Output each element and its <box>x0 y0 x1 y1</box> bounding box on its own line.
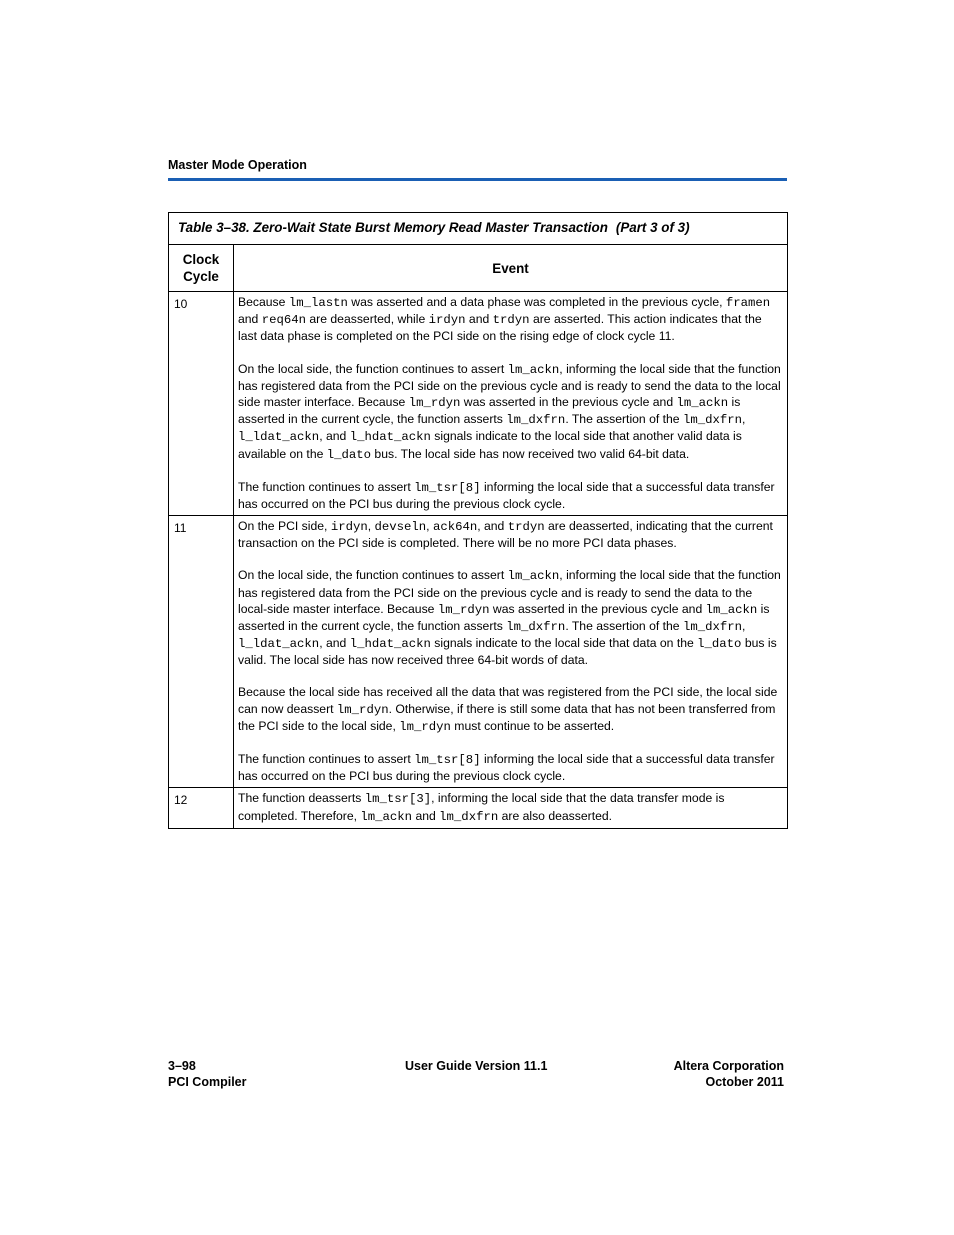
signal-name: l_hdat_ackn <box>349 637 431 652</box>
signal-name: l_dato <box>697 637 742 652</box>
table-caption-part: (Part 3 of 3) <box>615 220 690 236</box>
event-text: must continue to be asserted. <box>450 718 615 733</box>
event-text: , <box>742 618 746 633</box>
event-paragraph <box>238 684 782 735</box>
event-text: On the local side, the function continues to assert <box>238 361 508 376</box>
signal-name: trdyn <box>492 313 530 328</box>
event-text: , informing the local side that the function has registered data from the PCI side on the previous cycle and is ready to send the data to the local-side master interface. Because <box>238 568 781 616</box>
table-body <box>169 292 788 829</box>
signal-name: framen <box>725 296 771 310</box>
event-text: The function deasserts <box>238 791 365 806</box>
event-paragraph <box>238 361 782 463</box>
table-caption <box>169 213 788 245</box>
clock-cycle-cell: 12 <box>169 788 234 828</box>
event-paragraph <box>238 479 782 512</box>
event-text: , <box>742 412 746 427</box>
guide-version: User Guide Version 11.1 <box>405 1059 548 1073</box>
footer-left <box>168 1059 247 1090</box>
signal-name: lm_rdyn <box>437 602 490 617</box>
table-caption-title: Table 3–38. Zero-Wait State Burst Memory Read Master Transaction <box>178 220 608 236</box>
event-text: was asserted in the previous cycle and <box>460 394 677 409</box>
event-text: , and <box>319 636 350 651</box>
running-header-title: Master Mode Operation <box>168 158 307 172</box>
event-cell <box>234 516 788 788</box>
event-text: are also deasserted. <box>498 808 613 823</box>
column-header-clock-cycle <box>169 245 234 292</box>
signal-name: lm_ackn <box>705 602 758 617</box>
event-text: . Otherwise, if there is still some data that has not been transferred from the PCI side to the local side, <box>238 701 776 733</box>
company-name: Altera Corporation <box>673 1059 784 1073</box>
event-text: was asserted in the previous cycle and <box>489 601 706 616</box>
event-paragraph <box>238 294 782 345</box>
signal-name: lm_tsr[3] <box>364 792 432 807</box>
signal-name: devseln <box>374 520 427 535</box>
signal-name: lm_dxfrn <box>506 619 566 634</box>
signal-name: trdyn <box>507 520 545 535</box>
column-header-event: Event <box>234 245 788 292</box>
signal-name: lm_ackn <box>676 395 729 410</box>
event-text: informing the local side that a successful data transfer has occurred on the PCI bus during the previous clock cycle. <box>238 479 775 511</box>
page-number: 3–98 <box>168 1059 196 1073</box>
signal-name: lm_ackn <box>507 362 560 377</box>
footer-center <box>405 1059 547 1075</box>
event-text: , informing the local side that the data transfer mode is completed. Therefore, <box>238 791 725 823</box>
signal-name: lm_dxfrn <box>506 413 566 428</box>
event-text: , <box>367 519 375 534</box>
signal-name: lm_rdyn <box>399 719 451 734</box>
event-cell <box>234 788 788 828</box>
product-name: PCI Compiler <box>168 1074 247 1089</box>
table-row <box>169 292 788 516</box>
signal-name: ack64n <box>432 520 478 535</box>
event-text: , and <box>477 519 508 534</box>
signal-name: lm_rdyn <box>408 395 461 410</box>
event-text: and <box>238 312 262 327</box>
event-text: . The assertion of the <box>565 412 683 427</box>
header-rule <box>168 178 787 181</box>
event-paragraph <box>238 518 782 551</box>
column-header-clock-line1: Clock <box>182 252 220 267</box>
signal-name: l_hdat_ackn <box>349 430 431 445</box>
event-text: is asserted in the current cycle, the function asserts <box>238 601 770 633</box>
event-table <box>168 212 788 829</box>
event-text: informing the local side that a successful data transfer has occurred on the PCI bus during the previous clock cycle. <box>238 751 775 784</box>
signal-name: lm_dxfrn <box>682 619 743 634</box>
signal-name: lm_ackn <box>360 809 413 824</box>
signal-name: lm_lastn <box>288 296 348 310</box>
signal-name: l_ldat_ackn <box>238 430 320 445</box>
event-paragraph <box>238 790 782 824</box>
event-text: The function continues to assert <box>238 479 415 494</box>
signal-name: lm_dxfrn <box>682 413 743 428</box>
table-row <box>169 516 788 788</box>
event-text: signals indicate to the local side that another valid data is available on the <box>238 429 742 461</box>
event-text: is asserted in the current cycle, the function asserts <box>238 394 741 427</box>
table-row <box>169 788 788 828</box>
event-text: , and <box>319 429 350 444</box>
event-text: Because <box>238 295 289 309</box>
event-text: The function continues to assert <box>238 751 415 766</box>
signal-name: lm_tsr[8] <box>414 480 481 495</box>
event-text: , <box>426 519 433 534</box>
event-text: , informing the local side that the function has registered data from the PCI side on the previous cycle and is ready to send the data to the local side master interface. Because <box>238 361 781 409</box>
event-text: Because the local side has received all the data that was registered from the PCI side, the local side can now deassert <box>238 685 778 716</box>
clock-cycle-cell: 11 <box>169 516 234 788</box>
signal-name: l_ldat_ackn <box>238 637 320 652</box>
footer-right <box>674 1059 784 1090</box>
event-text: . The assertion of the <box>565 618 683 633</box>
signal-name: req64n <box>261 313 307 328</box>
event-text: are deasserted, indicating that the current transaction on the PCI side is completed. There will be no more PCI data phases. <box>238 519 773 551</box>
event-text: and <box>465 312 493 327</box>
event-text: On the PCI side, <box>238 519 331 534</box>
event-text: signals indicate to the local side that data on the <box>430 636 698 651</box>
signal-name: l_dato <box>326 447 372 462</box>
signal-name: lm_tsr[8] <box>414 752 481 767</box>
signal-name: irdyn <box>428 313 466 328</box>
clock-cycle-cell: 10 <box>169 292 234 516</box>
event-paragraph <box>238 751 782 784</box>
event-text: was asserted and a data phase was completed in the previous cycle, <box>347 295 726 309</box>
event-cell <box>234 292 788 516</box>
signal-name: lm_rdyn <box>336 702 389 717</box>
publish-date: October 2011 <box>705 1074 784 1089</box>
event-text: are deasserted, while <box>306 312 429 327</box>
event-text: bus is valid. The local side has now received three 64-bit words of data. <box>238 636 777 668</box>
event-text: and <box>412 808 440 823</box>
signal-name: irdyn <box>330 520 368 535</box>
signal-name: lm_dxfrn <box>439 809 499 824</box>
signal-name: lm_ackn <box>507 569 560 584</box>
column-header-clock-line2: Cycle <box>183 269 219 284</box>
event-paragraph <box>238 567 782 668</box>
event-text: are asserted. This action indicates that the last data phase is completed on the PCI side on the rising edge of clock cycle 11. <box>238 312 762 344</box>
event-text: bus. The local side has now received two valid 64-bit data. <box>371 446 690 461</box>
event-text: On the local side, the function continues to assert <box>238 568 508 583</box>
